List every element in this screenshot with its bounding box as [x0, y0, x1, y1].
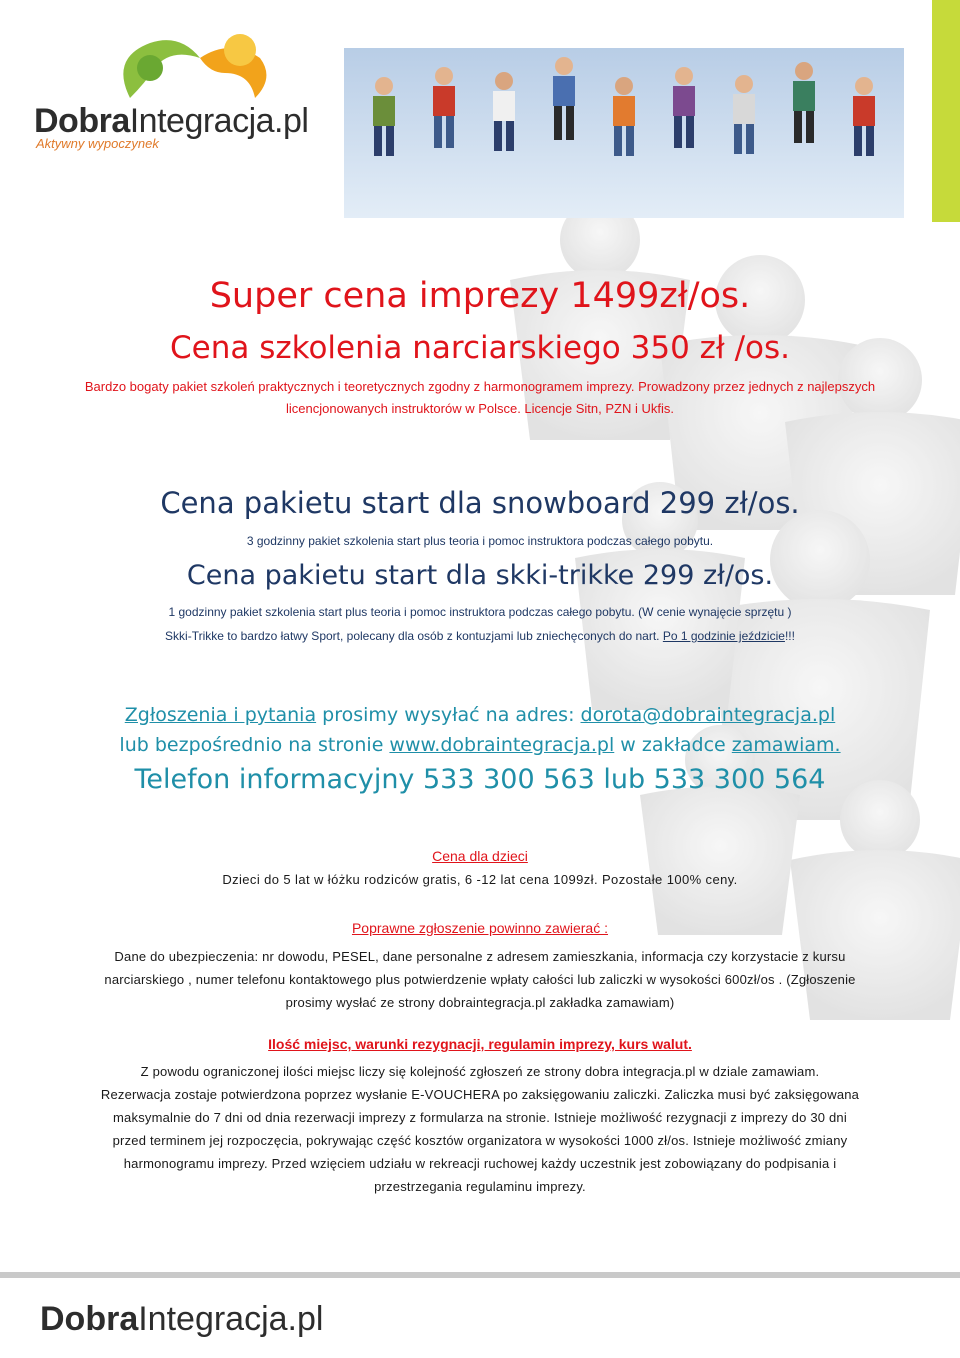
logo-word-integracja: Integracja.pl: [129, 102, 309, 140]
trikke-exclaim: !!!: [784, 629, 795, 643]
ski-course-intro: [40, 376, 920, 420]
contact-email-link[interactable]: dorota@dobraintegracja.pl: [580, 704, 836, 726]
footer-logo: [40, 1300, 323, 1339]
intro-line-2: licencjonowanych instruktorów w Polsce. Licencje Sitn, PZN i Ukfis.: [286, 401, 674, 416]
footer-logo-integracja: Integracja.pl: [138, 1300, 324, 1338]
terms-line-6: przestrzegania regulaminu imprezy.: [374, 1179, 586, 1194]
correct-application-line-1: Dane do ubezpieczenia: nr dowodu, PESEL, dane personalne z adresem zamieszkania, informacja czy korzystacie z kursu: [114, 949, 846, 964]
jumping-people-photo: [344, 48, 904, 218]
trikke-desc-line-1: 1 godzinny pakiet szkolenia start plus teoria i pomoc instruktora podczas całego pobytu. (W cenie wynajęcie sprzętu ): [168, 605, 792, 619]
website-prefix: lub bezpośrednio na stronie: [119, 734, 390, 756]
website-link[interactable]: www.dobraintegracja.pl: [389, 734, 615, 756]
correct-application-line-3: prosimy wysłać ze strony dobraintegracja.pl zakładka zamawiam): [285, 995, 675, 1010]
correct-application-text: [40, 945, 920, 1014]
logo-tagline: Aktywny wypoczynek: [36, 136, 159, 151]
contact-line-website: [40, 734, 920, 756]
terms-line-3: maksymalnie do 7 dni od dnia rezerwacji imprezy z formularza na stronie. Istnieje możliwość rezygnacji z imprezy do 30 dni: [113, 1110, 847, 1125]
terms-line-2: Rezerwacja zostaje potwierdzona poprzez wysłanie E-VOUCHERA po zaksięgowaniu zaliczki. Zaliczka musi być zaksięgowana: [100, 1087, 860, 1102]
footer-logo-dobra: Dobra: [40, 1300, 139, 1338]
trikke-desc-line-2: [40, 624, 920, 648]
trikke-one-hour-note: Po 1 godzinie jeździcie: [662, 629, 785, 643]
terms-heading: Ilość miejsc, warunki rezygnacji, regulamin imprezy, kurs walut.: [268, 1036, 692, 1052]
correct-application-heading: Poprawne zgłoszenie powinno zawierać :: [351, 920, 609, 936]
terms-text: [40, 1060, 920, 1198]
intro-line-1: Bardzo bogaty pakiet szkoleń praktycznych i teoretycznych zgodny z harmonogramem imprezy. Prowadzony przez jednych z najlepszych: [84, 379, 876, 394]
ski-course-price-heading: Cena szkolenia narciarskiego 350 zł /os.: [169, 330, 790, 366]
super-price-heading: Super cena imprezy 1499zł/os.: [209, 276, 751, 316]
terms-line-4: przed terminem jej rozpoczęcia, pokrywając część kosztów organizatora w wysokości 1000 zł/os. Istnieje możliwość zmiany: [112, 1133, 848, 1148]
logo-emblem-icon: [90, 28, 290, 108]
phone-info: Telefon informacyjny 533 300 563 lub 533 300 564: [134, 764, 826, 795]
trikke-desc-text: Skki-Trikke to bardzo łatwy Sport, polecany dla osób z kontuzjami lub zniechęconych do nart.: [165, 629, 663, 643]
correct-application-line-2: narciarskiego , numer telefonu kontaktowego plus potwierdzenie wpłaty całości lub zaliczki w wysokości 600zł/os . (Zgłoszenie: [104, 972, 856, 987]
snowboard-price-heading: Cena pakietu start dla snowboard 299 zł/os.: [160, 486, 800, 520]
kids-price-text: Dzieci do 5 lat w łóżku rodziców gratis, 6 -12 lat cena 1099zł. Pozostałe 100% ceny.: [222, 872, 738, 887]
order-tab-link[interactable]: zamawiam.: [731, 734, 841, 756]
contact-line-email: [40, 704, 920, 726]
green-accent-bar: [932, 0, 960, 222]
contact-email-prefix: prosimy wysyłać na adres:: [316, 704, 581, 726]
trikke-price-heading: Cena pakietu start dla skki-trikke 299 zł/os.: [186, 560, 774, 591]
terms-line-1: Z powodu ograniczonej ilości miejsc liczy się kolejność zgłoszeń ze strony dobra integracja.pl w dziale zamawiam.: [140, 1064, 820, 1079]
trikke-description: [40, 600, 920, 648]
logo-word-dobra: Dobra: [34, 102, 130, 140]
order-tab-prefix: w zakładce: [614, 734, 732, 756]
terms-line-5: harmonogramu imprezy. Przed wzięciem udziału w rekreacji ruchowej każdy uczestnik jest zobowiązany do podpisania i: [123, 1156, 837, 1171]
brand-logo: [30, 28, 330, 158]
snowboard-description: 3 godzinny pakiet szkolenia start plus teoria i pomoc instruktora podczas całego pobytu.: [246, 534, 714, 548]
footer-divider: [0, 1272, 960, 1278]
applications-questions-label: Zgłoszenia i pytania: [124, 704, 317, 726]
kids-price-heading: Cena dla dzieci: [432, 848, 528, 864]
footer: [0, 1272, 960, 1358]
